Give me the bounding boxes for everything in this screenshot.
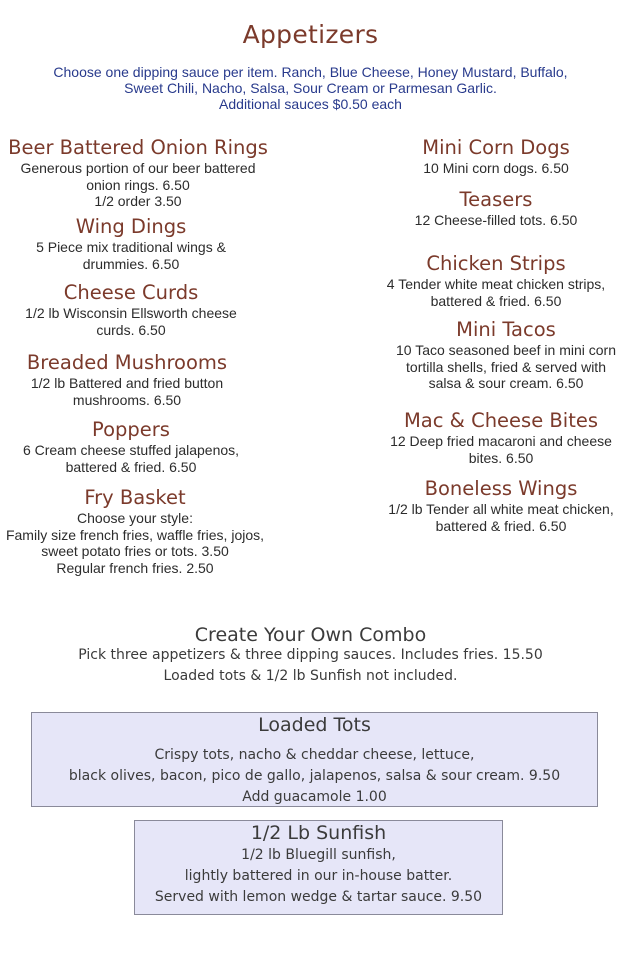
menu-item-mini-corn-dogs	[376, 136, 616, 177]
item-desc-line: 1/2 order 3.50	[94, 193, 182, 209]
menu-item-boneless-wings	[381, 477, 621, 534]
loaded-tots-box	[31, 712, 598, 807]
item-name: Teasers	[459, 188, 533, 211]
item-desc-line: 1/2 lb Tender all white meat chicken,	[388, 501, 614, 517]
loaded-tots-line: Add guacamole 1.00	[242, 789, 387, 805]
sunfish-title: 1/2 Lb Sunfish	[250, 822, 387, 844]
item-name: Chicken Strips	[426, 252, 566, 275]
item-description	[376, 212, 616, 229]
item-desc-line: drummies. 6.50	[82, 255, 180, 272]
menu-item-chicken-strips	[376, 252, 616, 309]
item-description	[376, 276, 616, 309]
item-description	[0, 442, 262, 475]
item-description	[386, 342, 621, 392]
sunfish-box	[134, 820, 503, 915]
combo-desc-line: Pick three appetizers & three dipping sauces. Includes fries. 15.50	[78, 647, 543, 663]
item-desc-line: mushrooms. 6.50	[72, 391, 182, 408]
sunfish-line: Served with lemon wedge & tartar sauce. 9.50	[154, 889, 483, 905]
item-name: Cheese Curds	[63, 281, 199, 304]
item-description	[0, 375, 254, 408]
item-desc-line: 6 Cream cheese stuffed jalapenos,	[22, 442, 240, 458]
sunfish-line: lightly battered in our in-house batter.	[184, 868, 453, 884]
item-desc-line: 5 Piece mix traditional wings &	[36, 239, 226, 255]
combo-title: Create Your Own Combo	[194, 624, 427, 646]
combo-description	[0, 645, 621, 687]
item-desc-line: 10 Taco seasoned beef in mini corn	[396, 342, 616, 358]
item-desc-line: bites. 6.50	[468, 449, 534, 466]
item-name: Mini Tacos	[456, 318, 556, 341]
item-desc-line: tortilla shells, fried & served with	[406, 358, 606, 375]
item-desc-line: 1/2 lb Wisconsin Ellsworth cheese	[25, 305, 237, 321]
combo-desc-line: Loaded tots & 1/2 lb Sunfish not included.	[163, 668, 458, 684]
page-title: Appetizers	[242, 20, 379, 49]
item-name: Boneless Wings	[424, 477, 578, 500]
item-description	[0, 239, 262, 272]
item-desc-line: 4 Tender white meat chicken strips,	[386, 276, 606, 292]
item-desc-line: onion rings. 6.50	[86, 176, 190, 193]
sauce-note	[40, 64, 581, 112]
sauce-note-line: Additional sauces $0.50 each	[219, 96, 402, 112]
item-description	[376, 160, 616, 177]
menu-item-onion-rings	[0, 136, 276, 210]
sauce-note-line: Choose one dipping sauce per item. Ranch, Blue Cheese, Honey Mustard, Buffalo,	[53, 64, 568, 80]
loaded-tots-title: Loaded Tots	[258, 714, 371, 736]
item-name: Wing Dings	[75, 215, 187, 238]
item-desc-line: Generous portion of our beer battered	[20, 160, 256, 176]
item-desc-line: battered & fried. 6.50	[430, 292, 562, 309]
item-name: Fry Basket	[84, 486, 186, 509]
item-description	[381, 501, 621, 534]
item-description	[0, 305, 262, 338]
item-name: Breaded Mushrooms	[26, 351, 228, 374]
item-desc-line: Family size french fries, waffle fries, jojos,	[5, 526, 265, 543]
item-desc-line: battered & fried. 6.50	[65, 458, 197, 475]
menu-item-mac-cheese-bites	[381, 409, 621, 466]
menu-item-breaded-mushrooms	[0, 351, 254, 408]
menu-item-mini-tacos	[386, 318, 621, 392]
item-desc-line: sweet potato fries or tots. 3.50	[41, 543, 229, 559]
item-description	[0, 160, 276, 210]
item-desc-line: 12 Deep fried macaroni and cheese	[390, 433, 612, 449]
item-description	[0, 510, 270, 576]
item-name: Poppers	[92, 418, 170, 441]
menu-item-wing-dings	[0, 215, 262, 272]
item-name: Beer Battered Onion Rings	[8, 136, 268, 159]
sauce-note-line: Sweet Chili, Nacho, Salsa, Sour Cream or Parmesan Garlic.	[124, 80, 497, 96]
item-desc-line: Choose your style:	[77, 510, 193, 526]
item-name: Mac & Cheese Bites	[403, 409, 599, 432]
menu-item-poppers	[0, 418, 262, 475]
menu-item-fry-basket	[0, 486, 270, 576]
menu-item-teasers	[376, 188, 616, 229]
item-description	[381, 433, 621, 466]
loaded-tots-line: black olives, bacon, pico de gallo, jalapenos, salsa & sour cream. 9.50	[68, 768, 561, 784]
sunfish-line: 1/2 lb Bluegill sunfish,	[241, 847, 396, 863]
item-desc-line: 10 Mini corn dogs. 6.50	[423, 160, 569, 176]
item-desc-line: salsa & sour cream. 6.50	[428, 375, 584, 391]
loaded-tots-line: Crispy tots, nacho & cheddar cheese, lettuce,	[154, 747, 475, 763]
item-desc-line: 12 Cheese-filled tots. 6.50	[414, 212, 578, 228]
item-desc-line: 1/2 lb Battered and fried button	[30, 375, 224, 391]
item-name: Mini Corn Dogs	[422, 136, 570, 159]
item-desc-line: battered & fried. 6.50	[435, 517, 567, 534]
menu-item-cheese-curds	[0, 281, 262, 338]
item-desc-line: curds. 6.50	[96, 321, 166, 338]
item-desc-line: Regular french fries. 2.50	[56, 559, 214, 576]
